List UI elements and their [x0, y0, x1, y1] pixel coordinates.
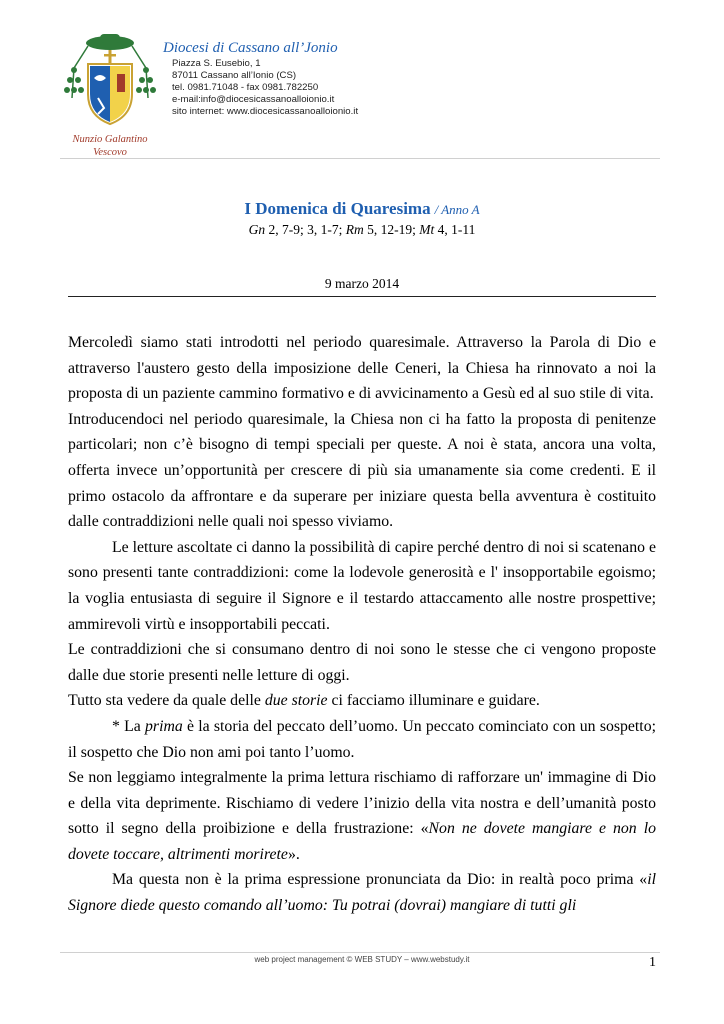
text-run: Tutto sta vedere da quale delle: [68, 692, 265, 710]
reading-ref: 4, 1-11: [434, 222, 476, 237]
text-run: Le contraddizioni che si consumano dentro di noi sono le stesse che ci vengono proposte dalle due storie presenti nelle letture di oggi.: [68, 641, 656, 684]
diocese-crest-icon: [60, 28, 160, 132]
diocese-name: Diocesi di Cassano all’Jonio: [163, 40, 338, 56]
page-number: 1: [649, 955, 656, 970]
text-run: * La: [112, 717, 146, 735]
text-run: Se non leggiamo integralmente la prima lettura rischiamo di rafforzare un' immagine di Dio e della vita deprimente. Rischiamo di vedere l’inizio della vita nostra e dell’umanità posto sotto il segno della proibizione e della frustrazione: «: [68, 769, 656, 838]
diocese-address: [172, 58, 358, 118]
text-run: ci facciamo illuminare e guidare.: [327, 692, 540, 710]
reading-book: Mt: [419, 222, 435, 237]
bishop-name: Nunzio Galantino: [72, 134, 148, 145]
bishop-title: Vescovo: [93, 147, 127, 158]
paragraph: [68, 765, 656, 867]
italic-text: il Signore diede questo comando all’uomo: Tu potrai (dovrai) mangiare di tutti gli: [68, 871, 656, 915]
paragraph: [68, 688, 656, 714]
reading-ref: 2, 7-9; 3, 1-7;: [265, 222, 346, 237]
text-run: ».: [287, 845, 300, 863]
address-line: tel. 0981.71048 - fax 0981.782250: [172, 82, 319, 93]
paragraph: [68, 714, 656, 765]
header-divider: [60, 158, 660, 159]
italic-text: prima: [145, 717, 183, 735]
date-divider: [68, 296, 656, 297]
page-subtitle: / Anno A: [434, 202, 480, 217]
italic-text: due storie: [264, 692, 328, 710]
reading-book: Rm: [345, 222, 364, 237]
bishop-signature: [58, 133, 162, 159]
page-title: I Domenica di Quaresima: [244, 199, 431, 218]
paragraph: [68, 867, 656, 918]
paragraph: [68, 535, 656, 637]
text-run: Ma questa non è la prima espressione pronunciata da Dio: in realtà poco prima «: [112, 871, 648, 889]
reading-ref: 5, 12-19;: [363, 222, 420, 237]
readings-reference: [0, 222, 724, 238]
paragraph: [68, 637, 656, 688]
reading-book: Gn: [248, 222, 266, 237]
address-line: 87011 Cassano all’Ionio (CS): [172, 70, 297, 81]
paragraph: [68, 330, 656, 407]
address-line: sito internet: www.diocesicassanoalloionio.it: [172, 106, 359, 117]
homily-body: [68, 330, 656, 919]
text-run: Introducendoci nel periodo quaresimale, la Chiesa non ci ha fatto la proposta di penitenze particolari; non c’è bisogno di tempi speciali per queste. A noi è stata, ancora una volta, offerta invece un’opportunità per crescere di più sia umanamente sia come credenti. E il primo ostacolo da affrontare e da superare per iniziare questa bella avventura è costituito dalle contraddizioni nelle quali noi spesso viviamo.: [68, 410, 656, 531]
text-run: Le letture ascoltate ci danno la possibilità di capire perché dentro di noi si scatenano e sono presenti tante contraddizioni: come la lodevole generosità e l' insopportabile egoismo; la voglia entusiasta di seguire il Signore e il testardo attaccamento alle nostre prospettive; ammirevoli virtù e insopportabili peccati.: [68, 538, 656, 633]
address-line: Piazza S. Eusebio, 1: [172, 58, 261, 69]
homily-date: 9 marzo 2014: [324, 276, 400, 291]
text-run: Mercoledì siamo stati introdotti nel periodo quaresimale. Attraverso la Parola di Dio e attraverso l'austero gesto della imposizione delle Ceneri, la Chiesa ha rinnovato a noi la proposta di un paziente cammino formativo e di avvicinamento a Gesù ed al suo stile di vita.: [68, 334, 656, 403]
paragraph: [68, 407, 656, 535]
footer-credit: web project management © WEB STUDY – www.webstudy.it: [254, 955, 470, 964]
italic-text: Non ne dovete mangiare e non lo dovete toccare, altrimenti morirete: [68, 820, 656, 863]
title-block: [0, 199, 724, 219]
footer-divider: [60, 952, 660, 953]
text-run: è la storia del peccato dell’uomo. Un peccato cominciato con un sospetto; il sospetto che Dio non ami poi tanto l’uomo.: [68, 717, 656, 761]
address-line: e-mail:info@diocesicassanoalloionio.it: [172, 94, 335, 105]
